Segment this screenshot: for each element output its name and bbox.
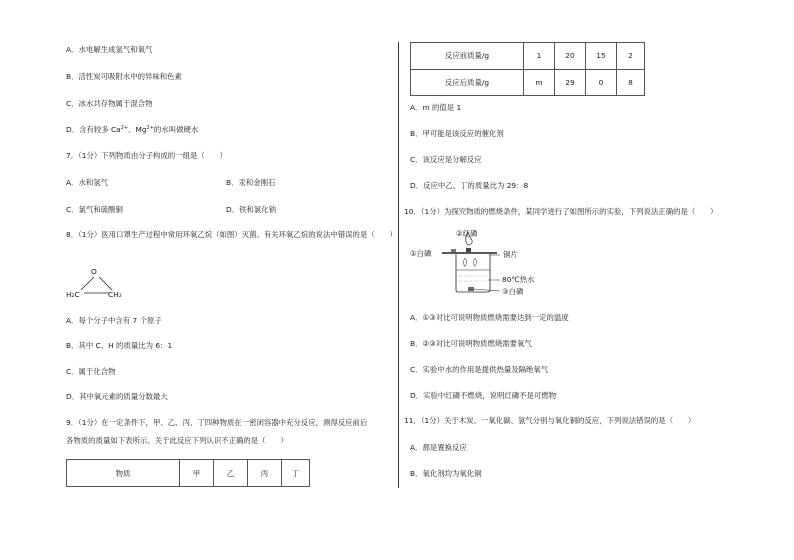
- table-header-cell: 甲: [180, 460, 214, 487]
- table-header-cell: 丁: [282, 460, 310, 487]
- option-9a: A．m 的值是 1: [410, 103, 462, 112]
- option-8c: C．属于化合物: [66, 367, 116, 376]
- option-7d: D．铁和氯化钠: [226, 205, 277, 214]
- table-header-cell: 乙: [214, 460, 248, 487]
- question-7: 7．（1分）下列物质由分子构成的一组是（ ）: [66, 151, 227, 160]
- column-divider: [398, 42, 399, 488]
- molecule-oxygen-label: O: [91, 267, 97, 276]
- option-6c: C．冰水共存物属于混合物: [66, 99, 153, 108]
- option-6d-mid: 、Mg: [128, 125, 147, 134]
- figure-label-hot-water: 80℃热水: [502, 275, 535, 284]
- table-cell: 2: [617, 43, 645, 70]
- option-7c: C．氯气和硫酸铜: [66, 205, 123, 214]
- question-8: 8．（1分）医用口罩生产过程中常用环氧乙烷（如图）灭菌。有关环氧乙烷的说法中错误的是（ ）: [66, 230, 397, 239]
- table-header: [66, 459, 310, 487]
- option-10d: D．实验中红磷不燃烧，说明红磷不是可燃物: [410, 391, 557, 400]
- table-cell: 20: [555, 43, 586, 70]
- table-cell: 反应后质量/g: [411, 69, 524, 96]
- option-8b: B．其中 C、H 的质量比为 6：1: [66, 341, 173, 350]
- white-phosphorus-1: [451, 249, 456, 252]
- red-phosphorus: [466, 248, 471, 252]
- table-cell: 15: [586, 43, 617, 70]
- option-11a: A．都是置换反应: [410, 443, 467, 452]
- option-9d: D．反应中乙、丁的质量比为 29：8: [410, 181, 529, 190]
- question-10: 10．（1分）为探究物质的燃烧条件，某同学进行了如图所示的实验，下列说法正确的是（ ）: [404, 207, 718, 216]
- figure-label-copper: 铜片: [503, 250, 518, 259]
- table-cell: 1: [524, 43, 555, 70]
- option-9c: C．该反应是分解反应: [410, 155, 482, 164]
- table-row: [411, 43, 645, 70]
- question-9-line1: 9．（1分）在一定条件下，甲、乙、丙、丁四种物质在一密闭容器中充分反应，测得反应前后: [66, 418, 368, 427]
- figure-label-red-phosphorus: ②红磷: [456, 229, 478, 238]
- option-10c: C．实验中水的作用是提供热量及隔绝氧气: [410, 365, 549, 374]
- table-cell: m: [524, 69, 555, 96]
- molecule-h2c-label: H₂C: [66, 290, 80, 299]
- option-7b: B．汞和金刚石: [226, 178, 276, 187]
- option-6a: A．水电解生成氢气和氧气: [66, 45, 153, 54]
- molecule-ch2-label: CH₂: [108, 290, 122, 299]
- option-6d-pre: D．含有较多 Ca: [66, 125, 121, 134]
- table-header-cell: 丙: [248, 460, 282, 487]
- mass-table: [410, 42, 645, 96]
- option-9b: B．甲可能是该反应的催化剂: [410, 129, 504, 138]
- white-phosphorus-3: [468, 287, 474, 291]
- table-header-cell: 物质: [67, 460, 180, 487]
- option-8d: D．其中氧元素的质量分数最大: [66, 392, 168, 401]
- question-9-line2: 各物质的质量如下表所示。关于此反应下列认识不正确的是（ ）: [66, 436, 288, 445]
- figure-label-white-phosphorus-3: ③白磷: [502, 287, 524, 296]
- question-11: 11．（1分）关于木炭、一氧化碳、氢气分别与氧化铜的反应，下列说法错误的是（ ）: [404, 416, 696, 425]
- option-6d-sup2: 2+: [146, 125, 154, 131]
- figure-label-white-phosphorus-1: ①白磷: [410, 249, 432, 258]
- option-6d-post: 的水叫做硬水: [153, 125, 199, 134]
- option-6d: [66, 125, 198, 135]
- table-cell: 0: [586, 69, 617, 96]
- option-8a: A．每个分子中含有 7 个原子: [66, 316, 162, 325]
- table-cell: 反应前质量/g: [411, 43, 524, 70]
- option-11b: B．氧化剂均为氧化铜: [410, 469, 482, 478]
- table-row: [411, 69, 645, 96]
- table-cell: 29: [555, 69, 586, 96]
- option-10b: B．②③对比可说明物质燃烧需要氧气: [410, 339, 532, 348]
- option-6b: B．活性炭可吸附水中的异味和色素: [66, 72, 182, 81]
- option-7a: A．水和氢气: [66, 178, 109, 187]
- table-cell: 8: [617, 69, 645, 96]
- option-10a: A．①③对比可说明物质燃烧需要达到一定的温度: [410, 313, 569, 322]
- option-6d-sup1: 2+: [120, 125, 129, 131]
